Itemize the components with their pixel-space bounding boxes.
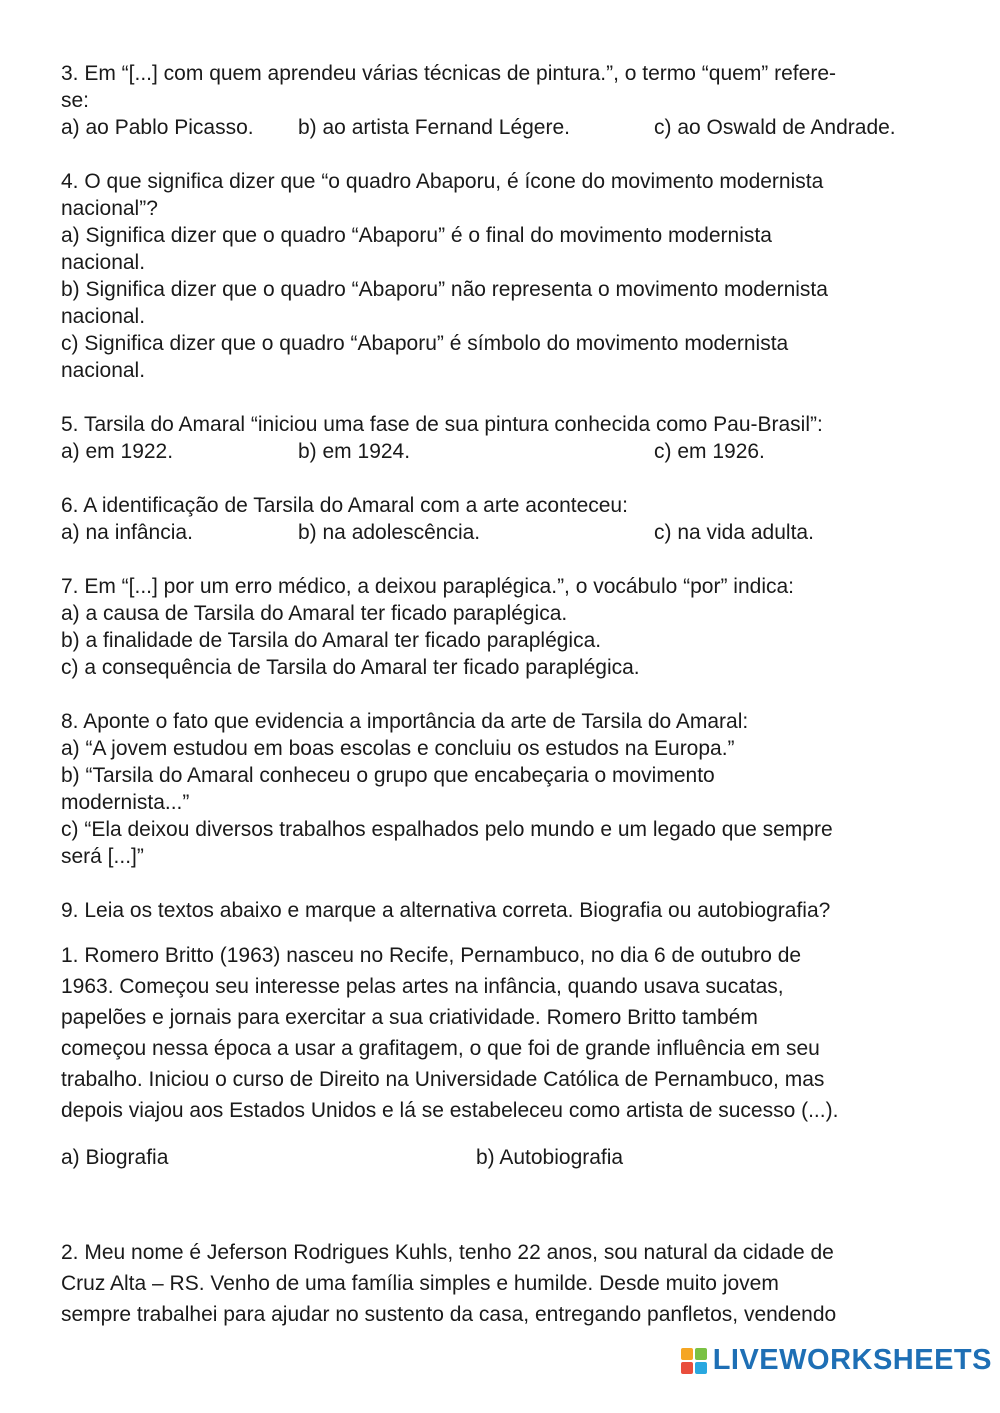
question-8-option-c-line-2: será [...]” (61, 845, 144, 868)
question-6-options (61, 519, 939, 546)
question-4-option-b[interactable] (61, 276, 939, 330)
question-7-stem: 7. Em “[...] por um erro médico, a deixou paraplégica.”, o vocábulo “por” indica: (61, 575, 795, 598)
question-9-text-2 (61, 1237, 939, 1330)
question-3 (61, 60, 939, 141)
question-8-stem: 8. Aponte o fato que evidencia a importância da arte de Tarsila do Amaral: (61, 710, 749, 733)
text-1-line: papelões e jornais para exercitar a sua criatividade. Romero Britto também (61, 1006, 758, 1029)
question-9-text-1 (61, 940, 939, 1126)
question-8 (61, 708, 939, 870)
question-7-option-a[interactable]: a) a causa de Tarsila do Amaral ter ficado paraplégica. (61, 602, 568, 625)
question-4-stem-line-2: nacional”? (61, 197, 158, 220)
question-3-stem-line-1: 3. Em “[...] com quem aprendeu várias técnicas de pintura.”, o termo “quem” refere- (61, 62, 836, 85)
watermark-text: LIVEWORKSHEETS (712, 1344, 992, 1376)
question-7-option-b[interactable]: b) a finalidade de Tarsila do Amaral ter ficado paraplégica. (61, 629, 602, 652)
question-3-option-a[interactable]: a) ao Pablo Picasso. (61, 116, 254, 139)
question-6-option-c[interactable]: c) na vida adulta. (654, 521, 814, 544)
question-5-stem: 5. Tarsila do Amaral “iniciou uma fase de sua pintura conhecida como Pau-Brasil”: (61, 413, 823, 436)
liveworksheets-watermark[interactable] (681, 1344, 992, 1377)
question-7-option-c[interactable]: c) a consequência de Tarsila do Amaral ter ficado paraplégica. (61, 656, 640, 679)
question-8-option-b[interactable] (61, 762, 939, 816)
question-6-option-a[interactable]: a) na infância. (61, 521, 193, 544)
text-2-line: 2. Meu nome é Jeferson Rodrigues Kuhls, tenho 22 anos, sou natural da cidade de (61, 1241, 834, 1264)
question-6 (61, 492, 939, 546)
question-4-stem-line-1: 4. O que significa dizer que “o quadro Abaporu, é ícone do movimento modernista (61, 170, 824, 193)
question-9-stem: 9. Leia os textos abaixo e marque a alternativa correta. Biografia ou autobiografia? (61, 899, 831, 922)
question-4-option-c-line-2: nacional. (61, 359, 146, 382)
liveworksheets-logo-icon (681, 1348, 707, 1374)
question-8-option-b-line-1: b) “Tarsila do Amaral conheceu o grupo que encabeçaria o movimento (61, 764, 715, 787)
question-4-option-a-line-2: nacional. (61, 251, 146, 274)
text-1-line: depois viajou aos Estados Unidos e lá se estabeleceu como artista de sucesso (...). (61, 1099, 839, 1122)
text-1-option-biografia[interactable]: a) Biografia (61, 1146, 169, 1169)
text-1-line: 1. Romero Britto (1963) nasceu no Recife, Pernambuco, no dia 6 de outubro de (61, 944, 802, 967)
question-3-option-b[interactable]: b) ao artista Fernand Légere. (298, 116, 570, 139)
question-6-option-b[interactable]: b) na adolescência. (298, 521, 481, 544)
question-6-stem: 6. A identificação de Tarsila do Amaral com a arte aconteceu: (61, 494, 628, 517)
text-1-line: trabalho. Iniciou o curso de Direito na Universidade Católica de Pernambuco, mas (61, 1068, 825, 1091)
question-3-option-c[interactable]: c) ao Oswald de Andrade. (654, 116, 896, 139)
question-5-option-b[interactable]: b) em 1924. (298, 440, 411, 463)
question-5-option-a[interactable]: a) em 1922. (61, 440, 174, 463)
question-8-option-c[interactable] (61, 816, 939, 870)
question-4-option-c-line-1: c) Significa dizer que o quadro “Abaporu” é símbolo do movimento modernista (61, 332, 789, 355)
question-3-options (61, 114, 939, 141)
question-5-option-c[interactable]: c) em 1926. (654, 440, 765, 463)
question-8-option-a[interactable]: a) “A jovem estudou em boas escolas e concluiu os estudos na Europa.” (61, 737, 735, 760)
question-3-stem-line-2: se: (61, 89, 90, 112)
question-4-option-a-line-1: a) Significa dizer que o quadro “Abaporu” é o final do movimento modernista (61, 224, 772, 247)
question-8-option-b-line-2: modernista...” (61, 791, 190, 814)
text-2-line: sempre trabalhei para ajudar no sustento da casa, entregando panfletos, vendendo (61, 1303, 837, 1326)
question-4-option-a[interactable] (61, 222, 939, 276)
question-8-option-c-line-1: c) “Ela deixou diversos trabalhos espalhados pelo mundo e um legado que sempre (61, 818, 833, 841)
question-4 (61, 168, 939, 384)
text-1-line: 1963. Começou seu interesse pelas artes na infância, quando usava sucatas, (61, 975, 784, 998)
text-2-line: Cruz Alta – RS. Venho de uma família simples e humilde. Desde muito jovem (61, 1272, 779, 1295)
text-1-option-autobiografia[interactable]: b) Autobiografia (476, 1146, 624, 1169)
question-4-option-b-line-2: nacional. (61, 305, 146, 328)
question-9-text-1-options (61, 1144, 939, 1171)
question-5 (61, 411, 939, 465)
question-5-options (61, 438, 939, 465)
question-7 (61, 573, 939, 681)
question-9 (61, 897, 939, 1330)
question-4-option-b-line-1: b) Significa dizer que o quadro “Abaporu” não representa o movimento modernista (61, 278, 828, 301)
text-1-line: começou nessa época a usar a grafitagem, o que foi de grande influência em seu (61, 1037, 820, 1060)
worksheet-page (61, 60, 939, 1330)
question-4-option-c[interactable] (61, 330, 939, 384)
